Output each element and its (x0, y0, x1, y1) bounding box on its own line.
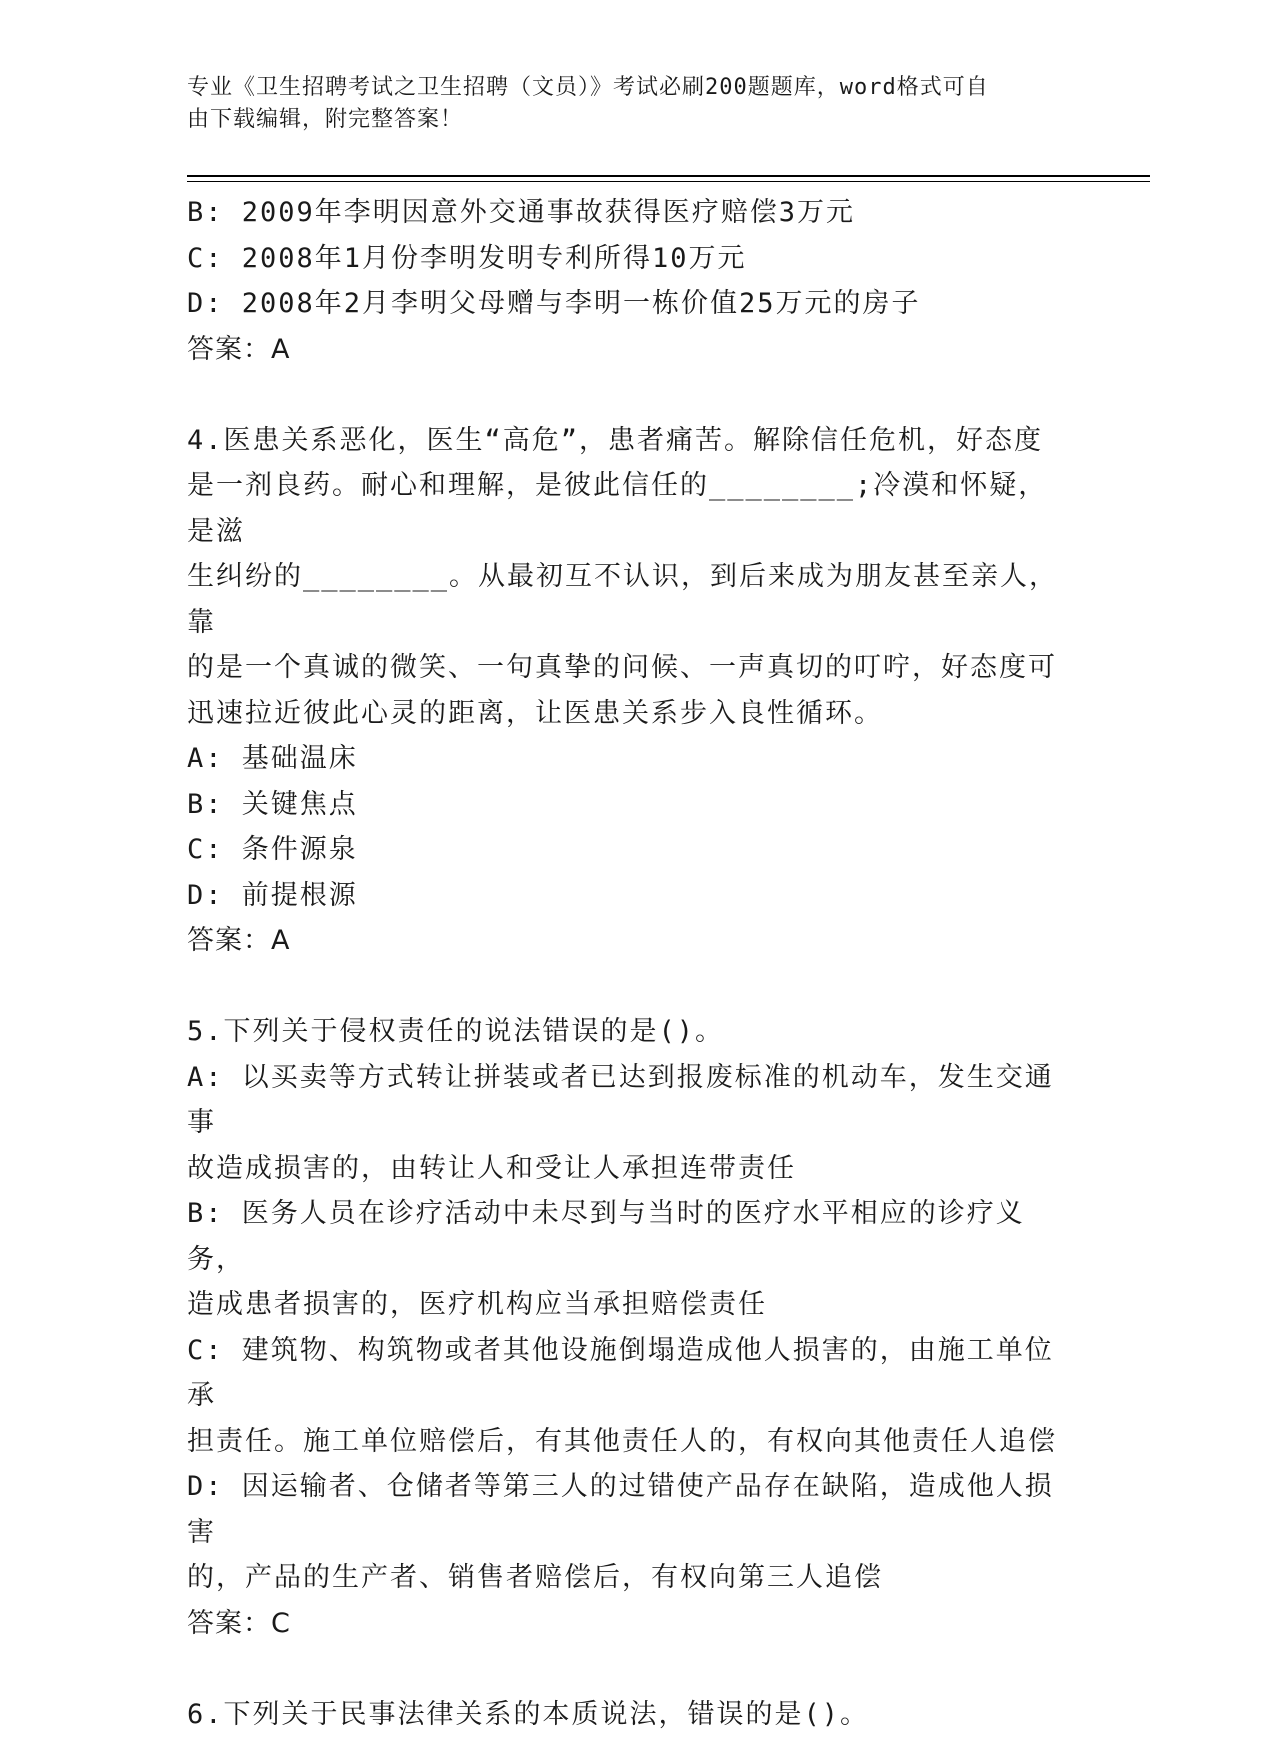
answer-line: 答案：C (187, 1601, 1067, 1647)
question-stem-line: 的是一个真诚的微笑、一句真挚的问候、一声真切的叮咛，好态度可 (187, 645, 1067, 691)
option-line: 的，产品的生产者、销售者赔偿后，有权向第三人追偿 (187, 1555, 1067, 1601)
spacer (187, 1646, 1067, 1692)
question-stem-line: 迅速拉近彼此心灵的距离，让医患关系步入良性循环。 (187, 691, 1067, 737)
document-body (187, 190, 1067, 1737)
question-stem-line: 是一剂良药。耐心和理解，是彼此信任的________;冷漠和怀疑，是滋 (187, 463, 1067, 554)
option-d: D: 2008年2月李明父母赠与李明一栋价值25万元的房子 (187, 281, 1067, 327)
answer-line: 答案：A (187, 918, 1067, 964)
question-stem-line: 生纠纷的________。从最初互不认识，到后来成为朋友甚至亲人，靠 (187, 554, 1067, 645)
option-c: C: 条件源泉 (187, 827, 1067, 873)
question-5 (187, 1009, 1067, 1646)
option-line: A: 以买卖等方式转让拼装或者已达到报废标准的机动车，发生交通事 (187, 1055, 1067, 1146)
question-6 (187, 1692, 1067, 1737)
option-line: 造成患者损害的，医疗机构应当承担赔偿责任 (187, 1282, 1067, 1328)
option-line: 故造成损害的，由转让人和受让人承担连带责任 (187, 1146, 1067, 1192)
answer-line: 答案：A (187, 327, 1067, 373)
option-b: B: 2009年李明因意外交通事故获得医疗赔偿3万元 (187, 190, 1067, 236)
option-a: A: 基础温床 (187, 736, 1067, 782)
header-rule-thin (187, 181, 1150, 182)
option-line: D: 因运输者、仓储者等第三人的过错使产品存在缺陷，造成他人损害 (187, 1464, 1067, 1555)
option-c: C: 2008年1月份李明发明专利所得10万元 (187, 236, 1067, 282)
question-stem-line: 4.医患关系恶化，医生“高危”，患者痛苦。解除信任危机，好态度 (187, 418, 1067, 464)
document-header (187, 72, 1067, 136)
option-line: C: 建筑物、构筑物或者其他设施倒塌造成他人损害的，由施工单位承 (187, 1328, 1067, 1419)
header-rule-thick (187, 175, 1150, 177)
question-stem: 6.下列关于民事法律关系的本质说法，错误的是()。 (187, 1692, 1067, 1737)
spacer (187, 964, 1067, 1010)
option-b: B: 关键焦点 (187, 782, 1067, 828)
header-line-1: 专业《卫生招聘考试之卫生招聘（文员）》考试必刷200题题库，word格式可自 (187, 72, 1067, 104)
question-4 (187, 418, 1067, 964)
option-line: B: 医务人员在诊疗活动中未尽到与当时的医疗水平相应的诊疗义务， (187, 1191, 1067, 1282)
header-line-2: 由下载编辑，附完整答案！ (187, 104, 1067, 136)
spacer (187, 372, 1067, 418)
question-stem: 5.下列关于侵权责任的说法错误的是()。 (187, 1009, 1067, 1055)
option-d: D: 前提根源 (187, 873, 1067, 919)
prev-question (187, 190, 1067, 372)
option-line: 担责任。施工单位赔偿后，有其他责任人的，有权向其他责任人追偿 (187, 1419, 1067, 1465)
